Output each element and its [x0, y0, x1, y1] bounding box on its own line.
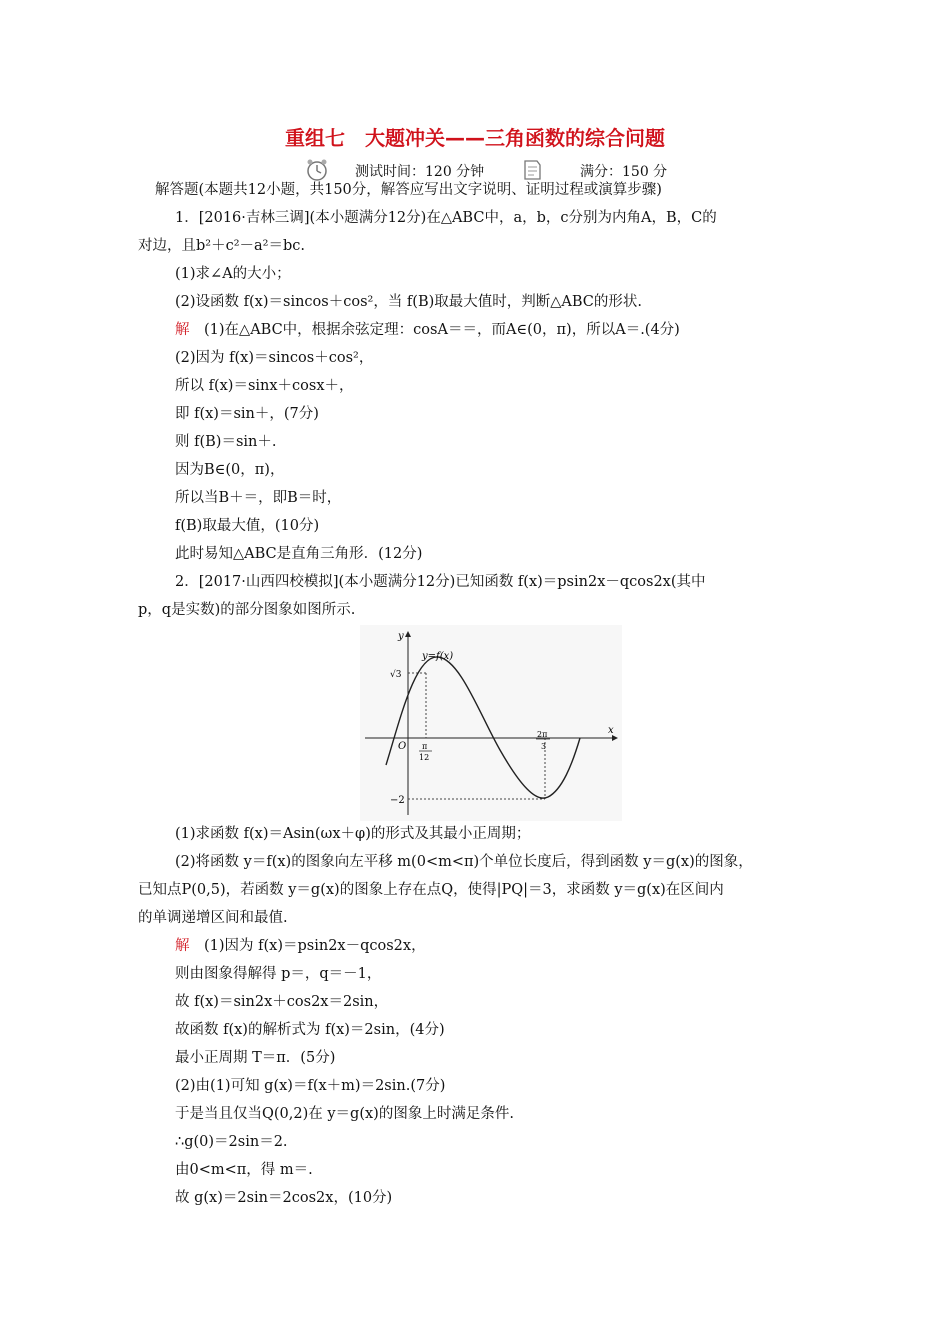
- x-axis-label: x: [608, 725, 614, 736]
- problem-1-part-1: (1)求∠A的大小；: [175, 266, 291, 282]
- instructions-line: 解答题(本题共12小题，共150分，解答应写出文字说明、证明过程或演算步骤): [155, 182, 662, 198]
- solution-1-line: 则 f(B)＝sin＋.: [175, 434, 277, 450]
- origin-label: O: [398, 741, 407, 752]
- solution-label: 解: [175, 938, 190, 954]
- problem-2-part-1: (1)求函数 f(x)＝Asin(ωx＋φ)的形式及其最小正周期；: [175, 826, 531, 842]
- solution-2-line: 故 g(x)＝2sin＝2cos2x，(10分): [175, 1190, 393, 1206]
- solution-text: (1)在△ABC中，根据余弦定理：cosA＝＝，而A∈(0，π)，所以A＝.(4分): [189, 322, 680, 338]
- solution-2-line: 故函数 f(x)的解析式为 f(x)＝2sin，(4分): [175, 1022, 445, 1038]
- solution-1-line: 所以 f(x)＝sinx＋cosx＋，: [175, 378, 354, 394]
- problem-2-part-2: 已知点P(0,5)，若函数 y＝g(x)的图象上存在点Q，使得|PQ|＝3，求函数 y＝g(x)在区间内: [138, 882, 724, 898]
- y-axis-label: y: [398, 631, 404, 642]
- problem-1-part-2: (2)设函数 f(x)＝sincos＋cos²，当 f(B)取最大值时，判断△ABC的形状.: [175, 294, 643, 310]
- test-time: 测试时间：120 分钟: [355, 164, 485, 180]
- solution-2-line: [175, 936, 426, 956]
- problem-1-line: 1．[2016·吉林三调](本小题满分12分)在△ABC中，a，b，c分别为内角A，B，C的: [175, 210, 717, 226]
- clock-icon: [305, 158, 329, 182]
- problem-2-line: p，q是实数)的部分图象如图所示.: [138, 602, 356, 618]
- solution-2-line: 故 f(x)＝sin2x＋cos2x＝2sin，: [175, 994, 389, 1010]
- solution-label: 解: [175, 322, 190, 338]
- solution-2-line: ∴g(0)＝2sin＝2.: [175, 1134, 288, 1150]
- solution-1-line: 即 f(x)＝sin＋，(7分): [175, 406, 319, 422]
- curve-label: y=f(x): [422, 651, 454, 662]
- max-value-label: √3: [390, 670, 402, 680]
- solution-2-line: (2)由(1)可知 g(x)＝f(x＋m)＝2sin.(7分): [175, 1078, 446, 1094]
- problem-2-part-2: 的单调递增区间和最值.: [138, 910, 288, 926]
- full-score: 满分：150 分: [580, 164, 668, 180]
- problem-2-part-2: (2)将函数 y＝f(x)的图象向左平移 m(0<m<π)个单位长度后，得到函数 y＝g(x)的图象，: [175, 854, 753, 870]
- tick-pi-12-den: 12: [419, 753, 430, 762]
- tick-2pi-3-den: 3: [541, 742, 547, 751]
- problem-1-line: 对边，且b²＋c²－a²＝bc.: [138, 238, 305, 254]
- tick-pi-12-num: π: [422, 742, 428, 751]
- solution-2-line: 则由图象得解得 p＝，q＝－1，: [175, 966, 382, 982]
- solution-2-line: 于是当且仅当Q(0,2)在 y＝g(x)的图象上时满足条件.: [175, 1106, 514, 1122]
- min-value-label: −2: [390, 795, 405, 806]
- solution-1-line: [175, 320, 680, 340]
- solution-1-line: f(B)取最大值，(10分): [175, 518, 320, 534]
- solution-1-line: 所以当B＋＝，即B＝时，: [175, 490, 342, 506]
- solution-2-line: 最小正周期 T＝π．(5分): [175, 1050, 336, 1066]
- page-title: 重组七 大题冲关——三角函数的综合问题: [285, 126, 665, 150]
- solution-1-line: 此时易知△ABC是直角三角形．(12分): [175, 546, 423, 562]
- tick-2pi-3-num: 2π: [537, 730, 548, 739]
- solution-1-line: 因为B∈(0，π)，: [175, 462, 285, 478]
- paper-icon: [520, 158, 544, 182]
- solution-2-line: 由0<m<π，得 m＝.: [175, 1162, 313, 1178]
- solution-text: (1)因为 f(x)＝psin2x－qcos2x，: [189, 938, 426, 954]
- solution-1-line: (2)因为 f(x)＝sincos＋cos²，: [175, 350, 374, 366]
- function-graph: [360, 625, 622, 821]
- problem-2-line: 2．[2017·山西四校模拟](本小题满分12分)已知函数 f(x)＝psin2x－qcos2x(其中: [175, 574, 706, 590]
